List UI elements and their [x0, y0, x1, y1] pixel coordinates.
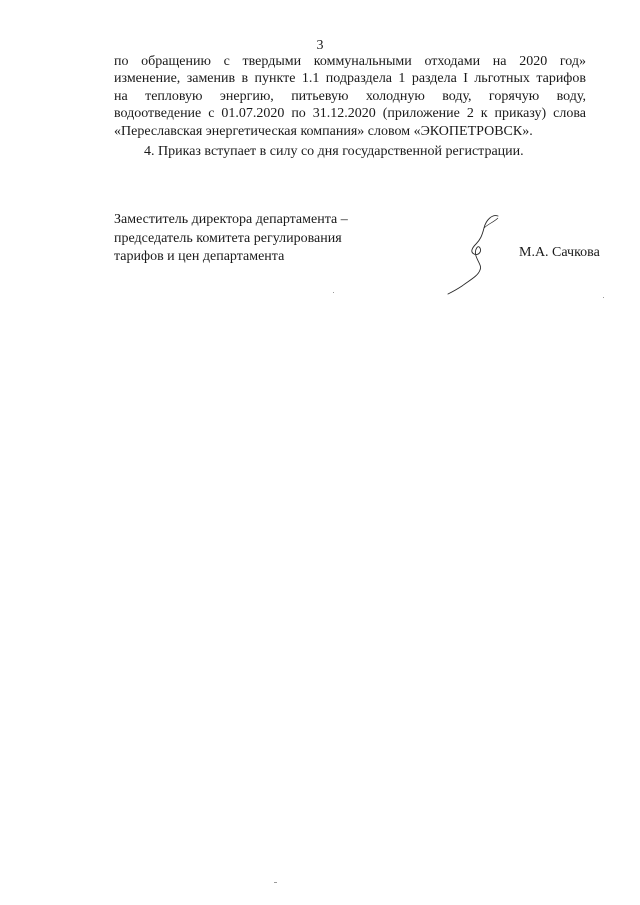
scan-speck — [274, 882, 277, 883]
signatory-title — [114, 211, 348, 267]
scan-speck — [333, 292, 334, 293]
paragraph-line: по обращению с твердыми коммунальными отходами на 2020 год» — [114, 54, 586, 69]
paragraph-line: водоотведение с 01.07.2020 по 31.12.2020 (приложение 2 к приказу) слова — [114, 106, 586, 122]
signatory-title-line: Заместитель директора департамента – — [114, 212, 348, 227]
handwritten-signature-icon — [440, 210, 510, 295]
page-number: 3 — [316, 38, 324, 53]
paragraph-line: изменение, заменив в пункте 1.1 подраздела 1 раздела I льготных тарифов — [114, 71, 586, 87]
signatory-title-line: тарифов и цен департамента — [114, 249, 285, 264]
signatory-name: М.А. Сачкова — [519, 245, 600, 260]
paragraph-line: «Переславская энергетическая компания» словом «ЭКОПЕТРОВСК». — [114, 123, 533, 139]
body-text — [114, 53, 586, 160]
signatory-title-line: председатель комитета регулирования — [114, 230, 342, 246]
scan-speck — [603, 297, 604, 298]
paragraph-line: на тепловую энергию, питьевую холодную воду, горячую воду, — [114, 88, 586, 104]
clause-4: 4. Приказ вступает в силу со дня государственной регистрации. — [144, 143, 524, 159]
